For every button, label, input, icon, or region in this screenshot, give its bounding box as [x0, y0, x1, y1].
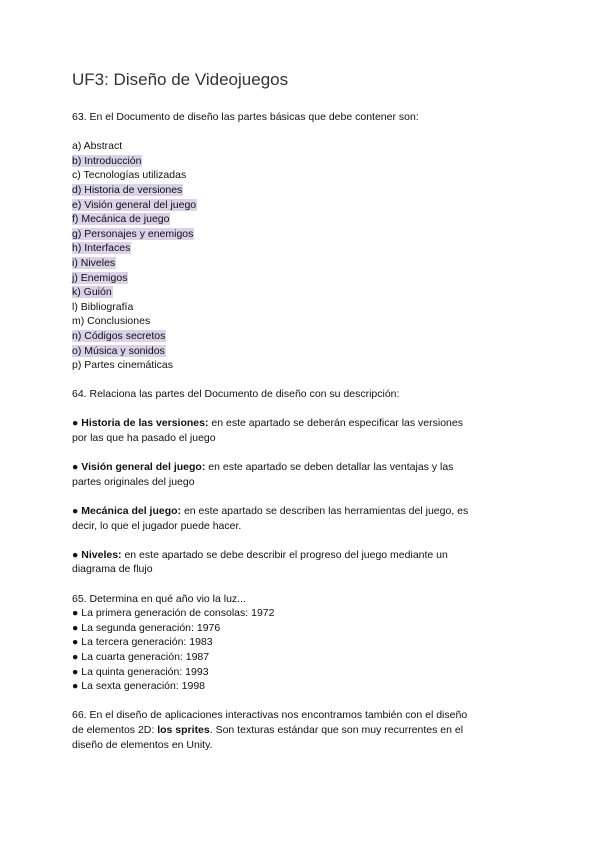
option-label: a) Abstract	[72, 140, 123, 153]
option-item	[72, 183, 472, 198]
option-label: o) Música y sonidos	[72, 344, 165, 357]
option-item	[72, 344, 472, 359]
option-item	[72, 168, 472, 183]
generation-item: ● La sexta generación: 1998	[72, 680, 206, 693]
option-item	[72, 198, 472, 213]
description-item	[72, 504, 472, 533]
option-label: g) Personajes y enemigos	[72, 227, 194, 240]
option-item	[72, 285, 472, 300]
document-content	[72, 110, 472, 752]
option-label: n) Códigos secretos	[72, 329, 166, 342]
option-item	[72, 154, 472, 169]
question-63-options	[72, 139, 472, 373]
generation-item: ● La primera generación de consolas: 1972	[72, 607, 275, 620]
question-65-items	[72, 606, 472, 694]
option-label: p) Partes cinemáticas	[72, 359, 173, 372]
option-item	[72, 314, 472, 329]
option-item	[72, 358, 472, 373]
description-text: en este apartado se debe describir el progreso del juego mediante un diagrama de flujo	[72, 548, 448, 576]
option-item	[72, 300, 472, 315]
generation-item: ● La quinta generación: 1993	[72, 665, 209, 678]
option-item	[72, 241, 472, 256]
description-term: ● Visión general del juego:	[72, 461, 206, 474]
option-item	[72, 271, 472, 286]
page-title: UF3: Diseño de Videojuegos	[72, 70, 289, 89]
option-item	[72, 139, 472, 154]
description-text: en este apartado se describen las herramientas del juego, es decir, lo que el jugador puede hacer.	[72, 505, 469, 532]
description-item	[72, 548, 472, 577]
description-item	[72, 416, 472, 445]
description-term: ● Niveles:	[72, 548, 122, 561]
option-item	[72, 329, 472, 344]
option-label: d) Historia de versiones	[72, 183, 183, 196]
option-label: e) Visión general del juego	[72, 198, 197, 211]
question-66	[72, 708, 472, 752]
question-66-text-before: 66. En el diseño de aplicaciones interactivas nos encontramos también con el diseño de elementos 2D:	[72, 709, 468, 736]
question-66-bold-term: los sprites	[157, 723, 210, 736]
option-label: k) Guión	[72, 286, 112, 299]
description-item	[72, 460, 472, 489]
generation-item: ● La segunda generación: 1976	[72, 621, 221, 634]
generation-item: ● La cuarta generación: 1987	[72, 650, 210, 663]
option-label: i) Niveles	[72, 256, 116, 269]
option-label: l) Bibliografía	[72, 300, 134, 313]
question-65: 65. Determina en qué año vio la luz...	[72, 592, 246, 605]
description-term: ● Mecánica del juego:	[72, 505, 182, 518]
option-label: m) Conclusiones	[72, 315, 151, 328]
question-66-text-after: . Son texturas estándar que son muy recurrentes en el diseño de elementos en Unity.	[72, 723, 464, 751]
question-64-items	[72, 416, 472, 591]
option-label: f) Mecánica de juego	[72, 213, 170, 226]
description-text: en este apartado se deben detallar las ventajas y las partes originales del juego	[72, 461, 454, 488]
option-label: c) Tecnologías utilizadas	[72, 169, 187, 182]
question-64: 64. Relaciona las partes del Documento de diseño con su descripción:	[72, 388, 400, 401]
description-term: ● Historia de las versiones:	[72, 417, 209, 430]
description-text: en este apartado se deberán especificar las versiones por las que ha pasado el juego	[72, 417, 463, 445]
question-63: 63. En el Documento de diseño las partes básicas que debe contener son:	[72, 111, 419, 123]
option-label: b) Introducción	[72, 154, 142, 167]
option-label: h) Interfaces	[72, 242, 131, 255]
option-item	[72, 212, 472, 227]
option-item	[72, 227, 472, 242]
generation-item: ● La tercera generación: 1983	[72, 636, 213, 649]
option-label: j) Enemigos	[72, 271, 128, 284]
option-item	[72, 256, 472, 271]
